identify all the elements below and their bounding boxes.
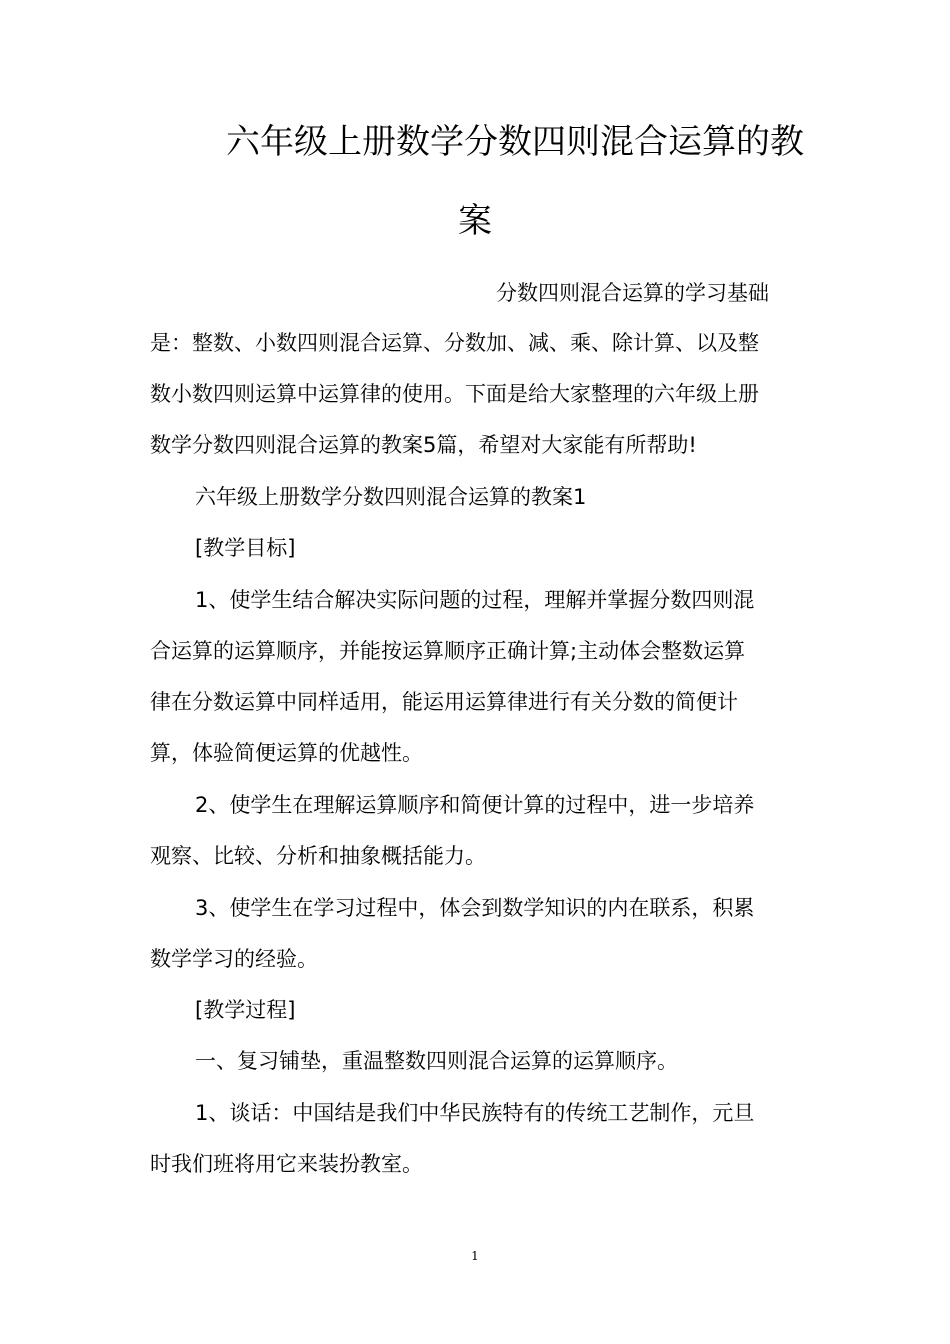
- teaching-goals-heading: [教学目标]: [195, 536, 296, 560]
- goal-3-line-2: 数学学习的经验。: [150, 947, 318, 971]
- teaching-process-heading: [教学过程]: [195, 998, 296, 1022]
- intro-line-3: 数小数四则运算中运算律的使用。下面是给大家整理的六年级上册: [150, 382, 759, 406]
- intro-line-2: 是：整数、小数四则混合运算、分数加、减、乘、除计算、以及整: [150, 331, 759, 355]
- goal-1-line-3: 律在分数运算中同样适用，能运用运算律进行有关分数的简便计: [150, 690, 738, 714]
- goal-2-line-2: 观察、比较、分析和抽象概括能力。: [150, 844, 486, 868]
- intro-line-1: 分数四则混合运算的学习基础: [496, 281, 769, 305]
- title-line-2: 案: [458, 201, 492, 241]
- goal-1-line-4: 算，体验简便运算的优越性。: [150, 741, 423, 765]
- process-step-1-heading: 一、复习铺垫，重温整数四则混合运算的运算顺序。: [195, 1049, 678, 1073]
- title-line-1: 六年级上册数学分数四则混合运算的教: [226, 122, 804, 162]
- intro-line-4: 数学分数四则混合运算的教案5篇，希望对大家能有所帮助!: [150, 433, 697, 457]
- page-number: 1: [471, 1249, 479, 1263]
- section-heading: 六年级上册数学分数四则混合运算的教案1: [195, 485, 587, 509]
- goal-1-line-1: 1、使学生结合解决实际问题的过程，理解并掌握分数四则混: [195, 588, 755, 612]
- process-step-1-line-1: 1、谈话：中国结是我们中华民族特有的传统工艺制作，元旦: [195, 1101, 755, 1125]
- goal-3-line-1: 3、使学生在学习过程中，体会到数学知识的内在联系，积累: [195, 896, 755, 920]
- goal-2-line-1: 2、使学生在理解运算顺序和简便计算的过程中，进一步培养: [195, 793, 755, 817]
- process-step-1-line-2: 时我们班将用它来装扮教室。: [150, 1152, 423, 1176]
- goal-1-line-2: 合运算的运算顺序，并能按运算顺序正确计算;主动体会整数运算: [150, 639, 746, 663]
